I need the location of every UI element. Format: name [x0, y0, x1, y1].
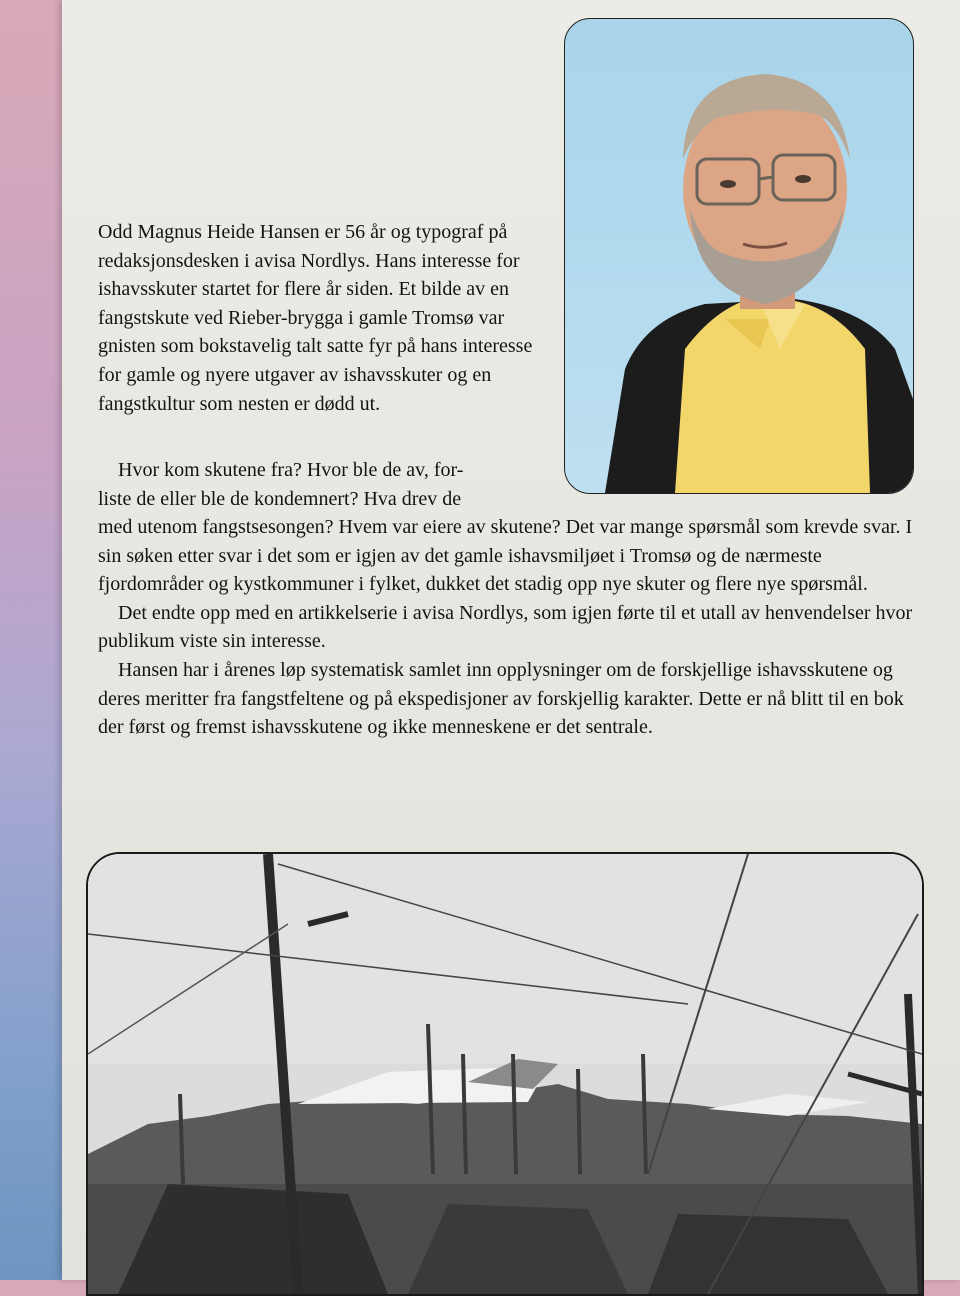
- author-portrait-photo: [564, 18, 914, 494]
- article-paragraph-4: Hansen har i årenes løp systematisk samlet inn opplysninger om de forskjellige ishavsskutene og deres meritter fra fangstfeltene og på ekspedisjoner av forskjellig karakter. Dette er nå blitt til en bok der først og fremst ishavsskutene og ikke menneskene er det sentrale.: [98, 658, 904, 739]
- paragraph-text: Odd Magnus Heide Hansen er 56 år og typograf på redaksjonsdesken i avisa Nordlys. Hans interesse for ishavsskuter startet for flere år siden. Et bilde av en fangstskute ved Rieber-brygga i gamle Tromsø var gnisten som bokstavelig talt satte fyr på hans interesse for gamle og nyere utgaver av ishavsskuter og en fangstkultur som nesten er dødd ut.: [98, 221, 533, 415]
- article-paragraph-3: Det endte opp med en artikkelserie i avisa Nordlys, som igjen førte til et utall av henvendelser hvor publikum viste sin interesse.: [98, 601, 913, 653]
- article-paragraph-2-start: [98, 456, 548, 513]
- article-paragraph-1: [98, 218, 538, 418]
- paragraph-line: Hvor kom skutene fra? Hvor ble de av, for-: [118, 459, 464, 481]
- article-paragraph-2-rest: med utenom fangstsesongen? Hvem var eiere av skutene? Det var mange spørsmål som krevde svar. I sin søken etter svar i det som er igjen av det gamle ishavsmiljøet i Tromsø og de nærmeste fjordområder og kystkommuner i fylket, dukket det stadig opp nye skuter og flere nye spørsmål.: [98, 516, 913, 596]
- article-remaining-text: [98, 513, 918, 742]
- paragraph-line: liste de eller ble de kondemnert? Hva drev de: [98, 487, 462, 510]
- harbor-photo: [86, 852, 924, 1296]
